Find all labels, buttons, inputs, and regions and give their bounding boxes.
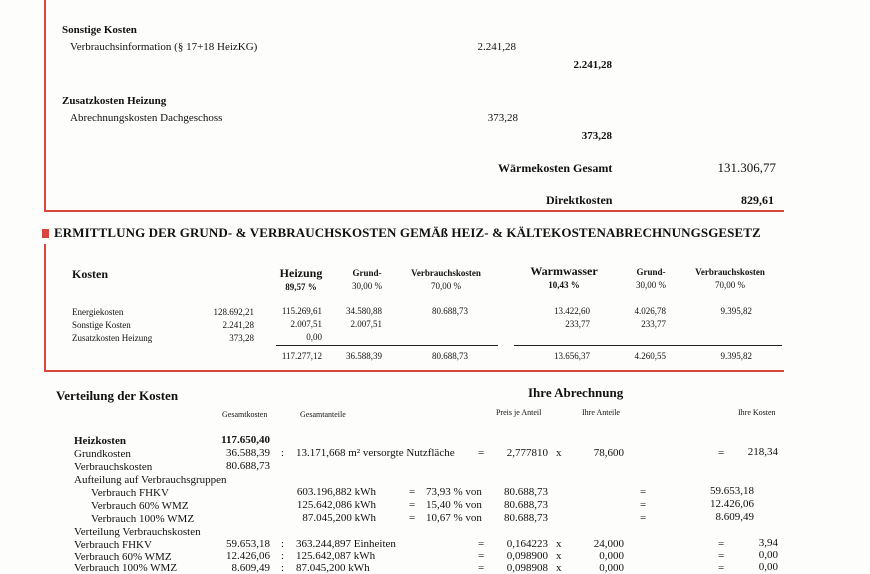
- group-label: Verbrauch FHKV: [91, 487, 169, 499]
- heizkosten-label: Heizkosten: [74, 435, 126, 447]
- heizung-pct: 89,57 %: [285, 282, 317, 292]
- vk-kosten: 0,00: [758, 549, 778, 561]
- vk-anteil: 24,000: [593, 538, 624, 550]
- ermittlung-frame-left: [44, 244, 46, 371]
- header-gesamtkosten: Gesamtkosten: [222, 410, 268, 419]
- row-heizung-grund: 2.007,51: [350, 319, 382, 329]
- colon: :: [281, 538, 285, 550]
- row-warmwasser: 233,77: [565, 319, 590, 329]
- group-von: 80.688,73: [504, 499, 548, 511]
- group-pct: 10,67 % von: [426, 512, 482, 524]
- group-result: 8.609,49: [715, 511, 754, 523]
- zusatzkosten-item: Abrechnungskosten Dachgeschoss: [70, 112, 223, 124]
- vk-label: Verbrauch 100% WMZ: [74, 562, 178, 574]
- sum-ww-verbrauch: 9.395,82: [720, 351, 752, 361]
- vk-value: 59.653,18: [226, 538, 270, 550]
- vk-value: 8.609,49: [231, 562, 270, 574]
- row-ww-grund: 4.026,78: [634, 306, 666, 316]
- vk-value: 12.426,06: [226, 550, 270, 562]
- group-result: 59.653,18: [710, 485, 754, 497]
- ermittlung-frame-bottom: [44, 370, 784, 372]
- row-label: Zusatzkosten Heizung: [72, 333, 153, 343]
- verteilung-title: Verteilung der Kosten: [56, 388, 179, 403]
- row-heizung-grund: 34.580,88: [346, 306, 382, 316]
- times-sign: x: [556, 538, 562, 550]
- sum-heizung-grund: 36.588,39: [346, 351, 382, 361]
- group-amount: 125.642,086 kWh: [296, 499, 376, 511]
- group-von: 80.688,73: [504, 512, 548, 524]
- grund-header-heizung: Grund-: [352, 268, 382, 278]
- header-ihre-kosten: Ihre Kosten: [738, 408, 776, 417]
- top-frame-left-border: [44, 0, 46, 210]
- zusatzkosten-value: 373,28: [487, 112, 518, 124]
- row-total: 373,28: [229, 333, 254, 343]
- grundkosten-anteil: 78,600: [593, 447, 624, 459]
- sum-ww-grund: 4.260,55: [634, 351, 666, 361]
- direktkosten-label: Direktkosten: [546, 193, 613, 207]
- group-von: 80.688,73: [504, 486, 548, 498]
- sonstige-kosten-value: 2.241,28: [477, 41, 516, 53]
- group-pct: 73,93 % von: [426, 486, 482, 498]
- header-ihre-anteile: Ihre Anteile: [582, 408, 620, 417]
- group-amount: 603.196,882 kWh: [296, 486, 376, 498]
- sum-heizung-verbrauch: 80.688,73: [432, 351, 468, 361]
- ermittlung-title: ERMITTLUNG DER GRUND- & VERBRAUCHSKOSTEN GEMÄß HEIZ- & KÄLTEKOSTENABRECHNUNGSGESETZ: [54, 225, 761, 240]
- verbrauchskosten-label: Verbrauchskosten: [74, 461, 153, 473]
- sum-line-warmwasser: [514, 345, 782, 346]
- row-ww-grund: 233,77: [641, 319, 666, 329]
- vk-amount: 125.642,087 kWh: [296, 550, 376, 562]
- grund-pct-ww: 30,00 %: [636, 280, 666, 290]
- verbrauch-header-heizung: Verbrauchskosten: [411, 268, 481, 278]
- times-sign: x: [556, 447, 562, 459]
- times-sign: x: [556, 550, 562, 562]
- waermekosten-value: 131.306,77: [717, 160, 776, 175]
- top-frame-bottom-border: [44, 210, 784, 212]
- row-ww-verbrauch: 9.395,82: [720, 306, 752, 316]
- aufteilung-label: Aufteilung auf Verbrauchsgruppen: [74, 474, 227, 486]
- sonstige-kosten-total: 2.241,28: [573, 59, 612, 71]
- equals-sign: =: [640, 499, 647, 511]
- heizung-header: Heizung: [279, 266, 323, 280]
- sonstige-kosten-item: Verbrauchsinformation (§ 17+18 HeizKG): [70, 41, 258, 53]
- equals-sign: =: [718, 447, 725, 459]
- group-pct: 15,40 % von: [426, 499, 482, 511]
- group-label: Verbrauch 60% WMZ: [91, 500, 189, 512]
- heizkosten-value: 117.650,40: [221, 434, 270, 446]
- sum-heizung: 117.277,12: [281, 351, 322, 361]
- group-label: Verbrauch 100% WMZ: [91, 513, 195, 525]
- vk-label: Verbrauch 60% WMZ: [74, 551, 172, 563]
- kosten-header: Kosten: [72, 267, 108, 281]
- vk-amount: 87.045,200 kWh: [296, 562, 370, 574]
- header-gesamtanteile: Gesamtanteile: [300, 410, 346, 419]
- vk-anteil: 0,000: [599, 550, 624, 562]
- section-marker: [42, 229, 49, 238]
- equals-sign: =: [640, 486, 647, 498]
- colon: :: [281, 562, 285, 574]
- grundkosten-preis: 2,777810: [506, 447, 548, 459]
- vk-label: Verbrauch FHKV: [74, 539, 152, 551]
- warmwasser-pct: 10,43 %: [548, 280, 580, 290]
- row-heizung: 0,00: [306, 332, 322, 342]
- verbrauch-pct-ww: 70,00 %: [715, 280, 745, 290]
- grundkosten-ihre-kosten: 218,34: [747, 446, 778, 458]
- vk-preis: 0,164223: [506, 538, 548, 550]
- sonstige-kosten-title: Sonstige Kosten: [62, 24, 137, 36]
- verbrauch-header-ww: Verbrauchskosten: [695, 267, 765, 277]
- equals-sign: =: [718, 550, 725, 562]
- warmwasser-header: Warmwasser: [530, 264, 598, 278]
- verbrauchskosten-value: 80.688,73: [226, 460, 270, 472]
- equals-sign: =: [718, 562, 725, 574]
- grundkosten-value: 36.588,39: [226, 447, 270, 459]
- row-label: Sonstige Kosten: [72, 320, 131, 330]
- vk-kosten: 0,00: [758, 561, 778, 573]
- vk-amount: 363.244,897 Einheiten: [296, 538, 396, 550]
- group-result: 12.426,06: [710, 498, 754, 510]
- row-heizung-verbrauch: 80.688,73: [432, 306, 468, 316]
- row-label: Energiekosten: [72, 307, 124, 317]
- vk-preis: 0,098900: [506, 550, 548, 562]
- row-heizung: 115.269,61: [281, 306, 322, 316]
- group-amount: 87.045,200 kWh: [302, 512, 376, 524]
- equals-sign: =: [409, 512, 416, 524]
- equals-sign: =: [640, 512, 647, 524]
- equals-sign: =: [478, 562, 485, 574]
- waermekosten-label: Wärmekosten Gesamt: [498, 161, 613, 175]
- grund-header-ww: Grund-: [636, 267, 666, 277]
- sum-warmwasser: 13.656,37: [554, 351, 590, 361]
- row-total: 2.241,28: [222, 320, 254, 330]
- grund-pct-heizung: 30,00 %: [352, 281, 382, 291]
- verteilung-verbrauchskosten-label: Verteilung Verbrauchskosten: [74, 526, 201, 538]
- equals-sign: =: [409, 499, 416, 511]
- direktkosten-value: 829,61: [741, 193, 774, 207]
- grundkosten-description: 13.171,668 m² versorgte Nutzfläche: [296, 447, 455, 459]
- times-sign: x: [556, 562, 562, 574]
- grundkosten-label: Grundkosten: [74, 448, 131, 460]
- verbrauch-pct-heizung: 70,00 %: [431, 281, 461, 291]
- equals-sign: =: [409, 486, 416, 498]
- colon: :: [281, 550, 285, 562]
- zusatzkosten-total: 373,28: [581, 130, 612, 142]
- equals-sign: =: [478, 447, 485, 459]
- colon: :: [281, 447, 285, 459]
- equals-sign: =: [478, 538, 485, 550]
- row-warmwasser: 13.422,60: [554, 306, 590, 316]
- header-preis-je-anteil: Preis je Anteil: [496, 408, 542, 417]
- row-heizung: 2.007,51: [290, 319, 322, 329]
- equals-sign: =: [478, 550, 485, 562]
- row-total: 128.692,21: [213, 307, 254, 317]
- vk-kosten: 3,94: [758, 537, 778, 549]
- ihre-abrechnung-title: Ihre Abrechnung: [528, 385, 624, 400]
- sum-line-heizung: [276, 345, 498, 346]
- zusatzkosten-title: Zusatzkosten Heizung: [62, 95, 167, 107]
- vk-preis: 0,098908: [506, 562, 548, 574]
- vk-anteil: 0,000: [599, 562, 624, 574]
- equals-sign: =: [718, 538, 725, 550]
